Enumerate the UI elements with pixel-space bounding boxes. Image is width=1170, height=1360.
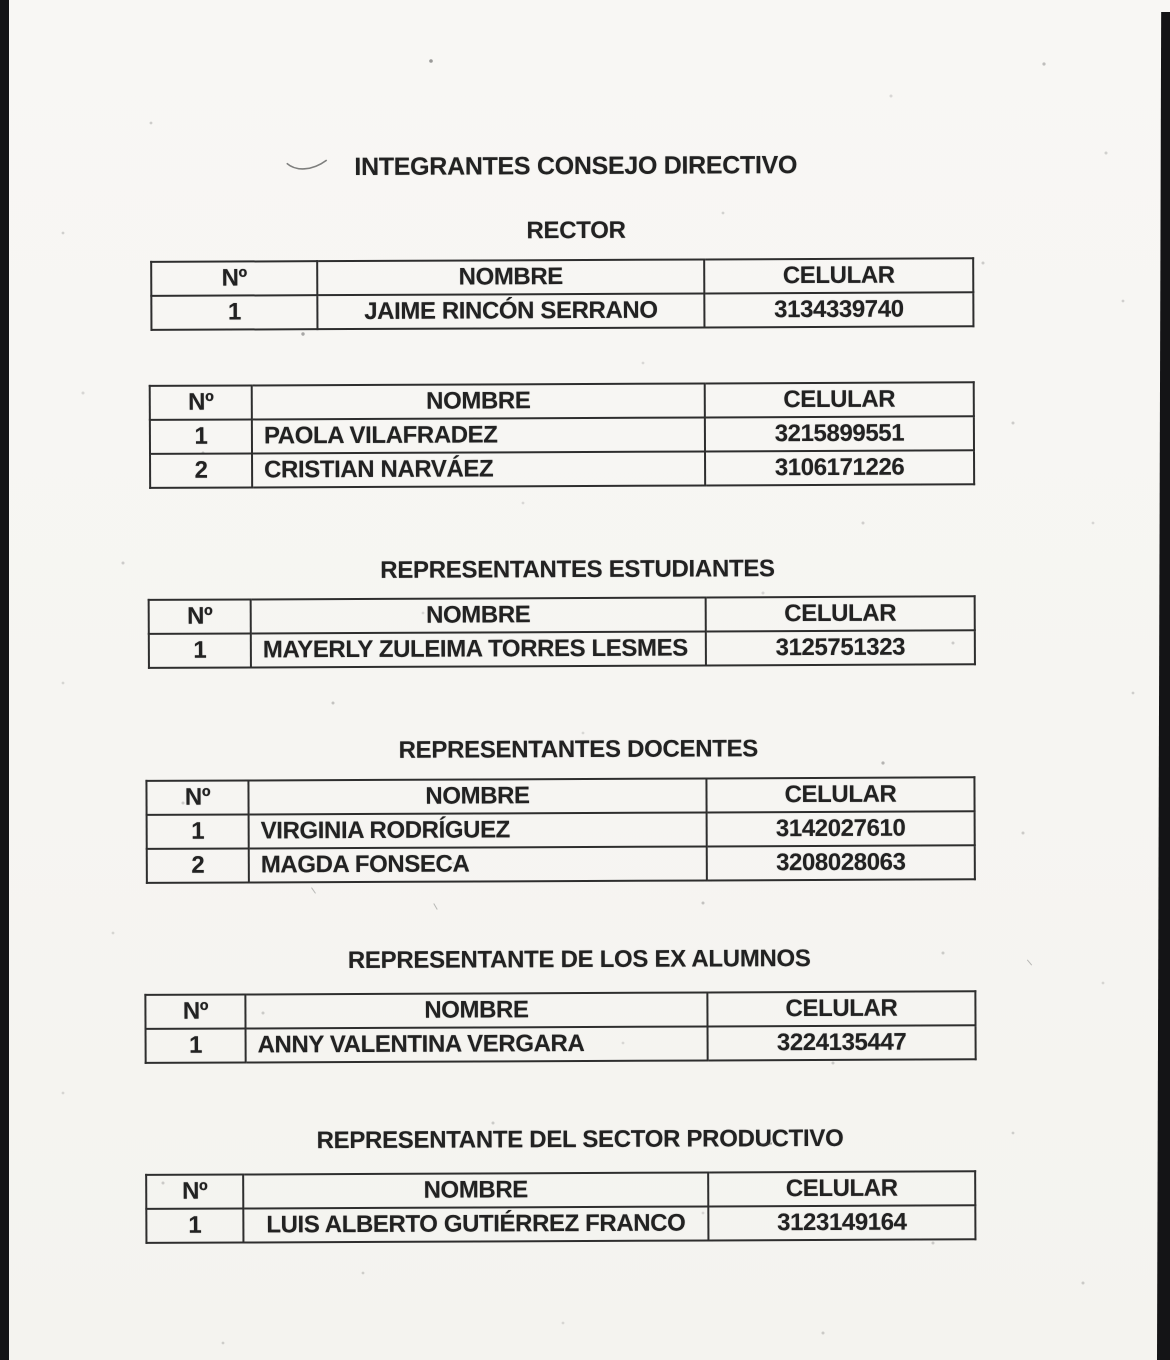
col-header-nombre: NOMBRE — [243, 1172, 708, 1208]
table-row — [150, 416, 974, 454]
cell-num: 2 — [147, 848, 249, 882]
cell-num: 1 — [146, 1208, 243, 1242]
col-header-celular: CELULAR — [706, 777, 974, 812]
col-header-num: Nº — [145, 994, 245, 1028]
docentes-table — [145, 776, 975, 884]
cell-name: CRISTIAN NARVÁEZ — [252, 451, 705, 487]
col-header-celular: CELULAR — [706, 596, 975, 631]
col-header-nombre: NOMBRE — [317, 259, 704, 295]
table-header-row — [146, 777, 974, 815]
table-row — [147, 811, 975, 849]
section-title-rector: RECTOR — [526, 216, 626, 245]
cell-num: 1 — [146, 1028, 246, 1062]
cell-phone: 3123149164 — [708, 1205, 975, 1240]
cell-num: 1 — [150, 419, 252, 453]
cell-num: 1 — [147, 814, 249, 848]
cell-name: MAYERLY ZULEIMA TORRES LESMES — [251, 631, 706, 667]
cell-name: VIRGINIA RODRÍGUEZ — [249, 812, 707, 848]
rector-table — [150, 257, 974, 331]
cell-phone: 3106171226 — [705, 450, 974, 485]
section-title-sector-productivo: REPRESENTANTE DEL SECTOR PRODUCTIVO — [316, 1124, 844, 1155]
cell-name: PAOLA VILAFRADEZ — [252, 417, 705, 453]
col-header-celular: CELULAR — [708, 1171, 975, 1206]
cell-num: 2 — [150, 453, 252, 487]
col-header-nombre: NOMBRE — [251, 597, 706, 633]
ex-alumnos-table — [144, 990, 976, 1064]
cell-name: ANNY VALENTINA VERGARA — [246, 1026, 708, 1062]
table-header-row — [146, 1171, 975, 1209]
col-header-nombre: NOMBRE — [245, 992, 707, 1028]
table-row — [146, 1025, 976, 1063]
table-header-row — [149, 596, 975, 634]
cell-num: 1 — [151, 295, 317, 330]
cell-phone: 3142027610 — [707, 811, 975, 846]
col-header-num: Nº — [150, 385, 252, 419]
col-header-celular: CELULAR — [704, 258, 973, 293]
table-row — [147, 845, 975, 883]
section-title-docentes: REPRESENTANTES DOCENTES — [398, 735, 759, 764]
col-header-nombre: NOMBRE — [252, 383, 705, 419]
cell-name: LUIS ALBERTO GUTIÉRREZ FRANCO — [243, 1206, 708, 1242]
col-header-nombre: NOMBRE — [248, 778, 706, 814]
document-title: INTEGRANTES CONSEJO DIRECTIVO — [354, 151, 798, 182]
sector-productivo-table — [145, 1170, 976, 1244]
col-header-num: Nº — [151, 261, 317, 296]
col-header-num: Nº — [146, 1174, 243, 1208]
col-header-celular: CELULAR — [705, 382, 974, 417]
section-title-estudiantes: REPRESENTANTES ESTUDIANTES — [380, 555, 775, 584]
cell-phone: 3224135447 — [708, 1025, 976, 1060]
table-row — [146, 1205, 975, 1243]
table-row — [151, 292, 973, 330]
col-header-num: Nº — [146, 780, 248, 814]
cell-phone: 3134339740 — [704, 292, 973, 327]
cell-phone: 3215899551 — [705, 416, 974, 451]
cell-num: 1 — [149, 633, 251, 667]
cell-name: MAGDA FONSECA — [249, 846, 707, 882]
col-header-celular: CELULAR — [707, 991, 975, 1026]
col-header-num: Nº — [149, 599, 251, 633]
table-header-row — [150, 382, 974, 420]
estudiantes-table — [148, 595, 976, 669]
table-header-row — [151, 258, 973, 296]
cell-phone: 3125751323 — [706, 630, 975, 665]
section-title-ex-alumnos: REPRESENTANTE DE LOS EX ALUMNOS — [347, 945, 811, 975]
scan-edge-left — [0, 0, 9, 1360]
cell-phone: 3208028063 — [707, 845, 975, 880]
cell-name: JAIME RINCÓN SERRANO — [317, 293, 704, 329]
table-row — [149, 630, 975, 668]
untitled-members-table — [149, 381, 975, 489]
table-header-row — [145, 991, 975, 1029]
table-row — [150, 450, 974, 488]
